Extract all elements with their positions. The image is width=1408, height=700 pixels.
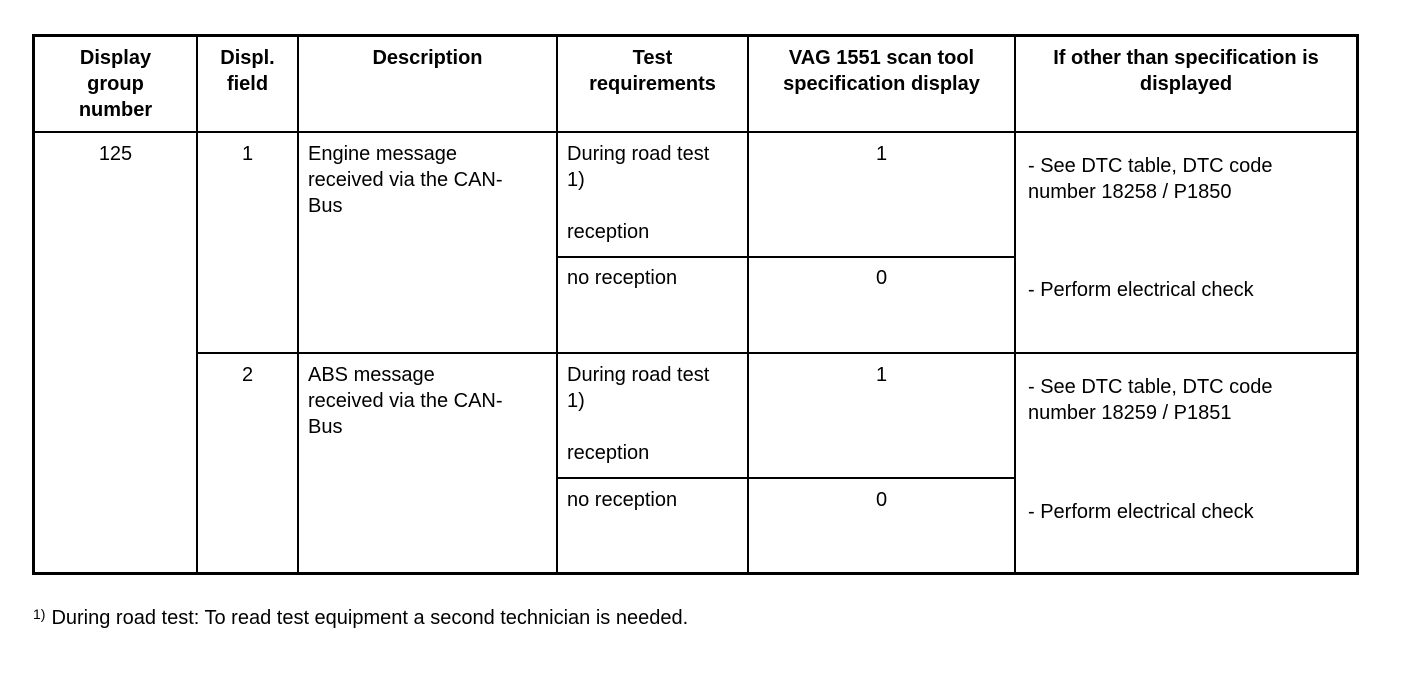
footnote-text: During road test: To read test equipment a second technician is needed. bbox=[51, 607, 689, 629]
subrow-divider bbox=[556, 256, 1014, 258]
row-1-action-electrical: - Perform electrical check bbox=[1028, 279, 1254, 301]
header-test-requirements: Test requirements bbox=[589, 47, 716, 95]
header-divider bbox=[35, 131, 1356, 133]
header-spec-display: VAG 1551 scan tool specification display bbox=[783, 47, 980, 95]
column-divider bbox=[1014, 37, 1016, 572]
row-1-spec-reception: 1 bbox=[875, 143, 888, 165]
column-divider bbox=[196, 37, 198, 572]
header-if-other: If other than specification is displayed bbox=[1053, 47, 1319, 95]
column-divider bbox=[297, 37, 299, 572]
row-divider bbox=[196, 352, 1356, 354]
row-1-description: Engine message received via the CAN- Bus bbox=[308, 143, 503, 217]
row-1-spec-no-reception: 0 bbox=[875, 267, 888, 289]
diagnostic-table bbox=[32, 34, 1359, 575]
row-2-spec-no-reception: 0 bbox=[875, 489, 888, 511]
footnote-marker: 1) bbox=[33, 606, 46, 622]
row-2-action-electrical: - Perform electrical check bbox=[1028, 501, 1254, 523]
row-1-action-dtc: - See DTC table, DTC code number 18258 / P1850 bbox=[1028, 155, 1273, 203]
footnote bbox=[33, 604, 688, 632]
row-2-action-dtc: - See DTC table, DTC code number 18259 / P1851 bbox=[1028, 376, 1273, 424]
row-1-requirement-reception: During road test 1) reception bbox=[567, 143, 710, 243]
row-2-requirement-reception: During road test 1) reception bbox=[567, 364, 710, 464]
row-2-description: ABS message received via the CAN- Bus bbox=[308, 364, 503, 438]
header-display-group: Display group number bbox=[78, 47, 153, 121]
row-2-spec-reception: 1 bbox=[875, 364, 888, 386]
row-1-field: 1 bbox=[241, 143, 254, 165]
row-1-requirement-no-reception: no reception bbox=[567, 267, 678, 289]
row-2-field: 2 bbox=[241, 364, 254, 386]
subrow-divider bbox=[556, 477, 1014, 479]
group-number-cell: 125 bbox=[98, 143, 133, 165]
header-description: Description bbox=[372, 47, 483, 69]
header-displ-field: Displ. field bbox=[220, 47, 275, 95]
row-2-requirement-no-reception: no reception bbox=[567, 489, 678, 511]
